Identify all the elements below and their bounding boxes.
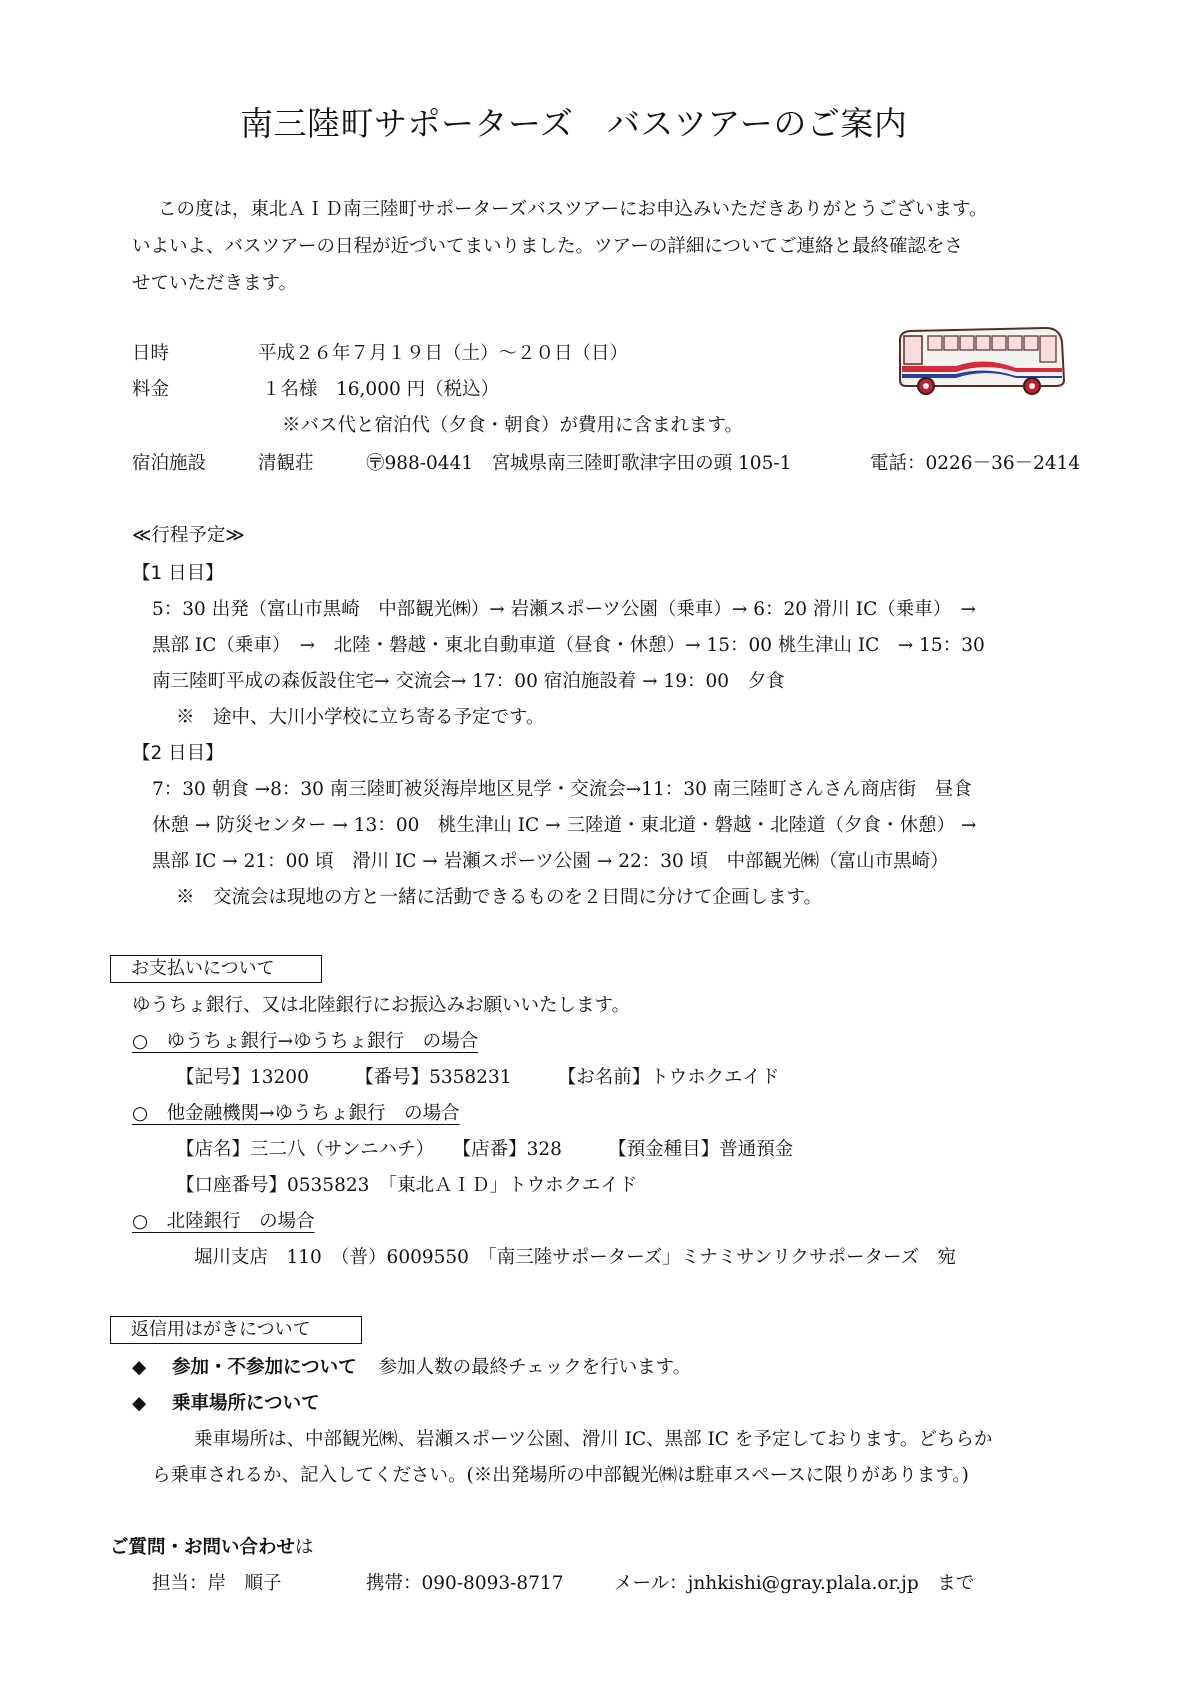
payment-option-3-title: ○ 北陸銀行 の場合 xyxy=(132,1211,315,1232)
postcard-item-2-line-2: ら乗車されるか、記入してください。(※出発場所の中部観光㈱は駐車スペースに限りがあります。) xyxy=(152,1465,969,1486)
day2-line-1: 7：30 朝食 →8：30 南三陸町被災海岸地区見学・交流会→11：30 南三陸町さんさん商店街 昼食 xyxy=(152,779,972,800)
postcard-item-2 xyxy=(132,1386,320,1422)
payment-option-2-detail-2: 【口座番号】0535823 「東北ＡＩＤ」トウホクエイド xyxy=(176,1175,638,1196)
fee-label: 料金 xyxy=(132,379,170,400)
page-title: 南三陸町サポーターズ バスツアーのご案内 xyxy=(240,104,908,143)
postcard-item-1-label: 参加・不参加について xyxy=(172,1357,357,1378)
payment-option-1-detail: 【記号】13200 【番号】5358231 【お名前】トウホクエイド xyxy=(176,1067,780,1088)
day2-note: ※ 交流会は現地の方と一緒に活動できるものを２日間に分けて企画します。 xyxy=(176,887,823,908)
contact-heading-suffix: は xyxy=(295,1537,314,1558)
day2-label: 【2 日目】 xyxy=(132,743,224,764)
contact-mail: メール：jnhkishi@gray.plala.or.jp まで xyxy=(614,1573,975,1594)
bus-window xyxy=(960,336,974,350)
payment-option-1-title: ○ ゆうちょ銀行→ゆうちょ銀行 の場合 xyxy=(132,1031,479,1052)
lodging-name: 清観荘 xyxy=(258,453,314,474)
date-label: 日時 xyxy=(132,343,170,364)
lodging-phone: 電話：0226－36－2414 xyxy=(870,453,1081,474)
day1-line-1: 5：30 出発（富山市黒崎 中部観光㈱）→ 岩瀬スポーツ公園（乗車）→ 6：20 滑川 IC（乗車） → xyxy=(152,599,977,620)
payment-option-3-detail: 堀川支店 110 （普）6009550 「南三陸サポーターズ」ミナミサンリクサポーターズ 宛 xyxy=(194,1247,957,1268)
fee-note: ※バス代と宿泊代（夕食・朝食）が費用に含まれます。 xyxy=(282,415,744,436)
bus-window xyxy=(1008,336,1022,350)
bus-window xyxy=(992,336,1006,350)
postcard-item-1-text: 参加人数の最終チェックを行います。 xyxy=(378,1357,692,1378)
day1-label: 【1 日目】 xyxy=(132,563,224,584)
lodging-address: 〶988-0441 宮城県南三陸町歌津字田の頭 105-1 xyxy=(366,453,792,474)
postcard-heading: 返信用はがきについて xyxy=(110,1316,362,1344)
payment-option-2-title: ○ 他金融機関→ゆうちょ銀行 の場合 xyxy=(132,1103,460,1124)
postcard-item-2-line-1: 乗車場所は、中部観光㈱、岩瀬スポーツ公園、滑川 IC、黒部 IC を予定しております。どちらか xyxy=(194,1429,993,1450)
day1-note: ※ 途中、大川小学校に立ち寄る予定です。 xyxy=(176,707,545,728)
contact-heading-label: ご質問・お問い合わせ xyxy=(110,1537,296,1558)
lodging-label: 宿泊施設 xyxy=(132,453,207,474)
bus-window xyxy=(928,336,942,350)
day1-line-2: 黒部 IC（乗車） → 北陸・磐越・東北自動車道（昼食・休憩）→ 15：00 桃生津山 IC → 15：30 xyxy=(152,635,985,656)
bus-window xyxy=(944,336,958,350)
bus-window xyxy=(1024,336,1038,350)
postcard-item-2-label: 乗車場所について xyxy=(172,1393,320,1414)
schedule-heading: ≪行程予定≫ xyxy=(132,525,245,546)
bus-hubcap-front xyxy=(923,383,929,389)
bus-hubcap-rear xyxy=(1029,383,1035,389)
day2-line-2: 休憩 → 防災センター → 13：00 桃生津山 IC → 三陸道・東北道・磐越・北陸道（夕食・休憩） → xyxy=(152,815,977,836)
day2-line-3: 黒部 IC → 21：00 頃 滑川 IC → 岩瀬スポーツ公園 → 22：30 頃 中部観光㈱（富山市黒崎） xyxy=(152,851,949,872)
intro-line-3: せていただきます。 xyxy=(132,273,298,294)
contact-heading xyxy=(110,1530,314,1566)
bus-illustration xyxy=(896,326,1068,396)
date-value: 平成２６年７月１９日（土）～２０日（日） xyxy=(258,343,629,364)
intro-line-1: この度は，東北ＡＩＤ南三陸町サポーターズバスツアーにお申込みいただきありがとうございます。 xyxy=(158,199,988,220)
bus-window xyxy=(976,336,990,350)
postcard-item-1 xyxy=(132,1350,691,1386)
bus-rear-window xyxy=(1040,336,1056,362)
bus-front-window xyxy=(904,336,922,364)
intro-line-2: いよいよ、バスツアーの日程が近づいてまいりました。ツアーの詳細についてご連絡と最終確認をさ xyxy=(132,236,964,257)
diamond-bullet-icon: ◆ xyxy=(132,1393,147,1414)
payment-heading: お支払いについて xyxy=(110,955,322,983)
contact-person: 担当：岸 順子 xyxy=(152,1573,282,1594)
day1-line-3: 南三陸町平成の森仮設住宅→ 交流会→ 17：00 宿泊施設着 → 19：00 夕食 xyxy=(152,671,785,692)
contact-mobile: 携帯：090-8093-8717 xyxy=(366,1573,564,1594)
fee-value: １名様 16,000 円（税込） xyxy=(262,379,500,400)
payment-option-2-detail-1: 【店名】三二八（サンニハチ） 【店番】328 【預金種目】普通預金 xyxy=(176,1139,794,1160)
payment-intro: ゆうちょ銀行、又は北陸銀行にお振込みお願いいたします。 xyxy=(132,995,631,1016)
diamond-bullet-icon: ◆ xyxy=(132,1357,147,1378)
